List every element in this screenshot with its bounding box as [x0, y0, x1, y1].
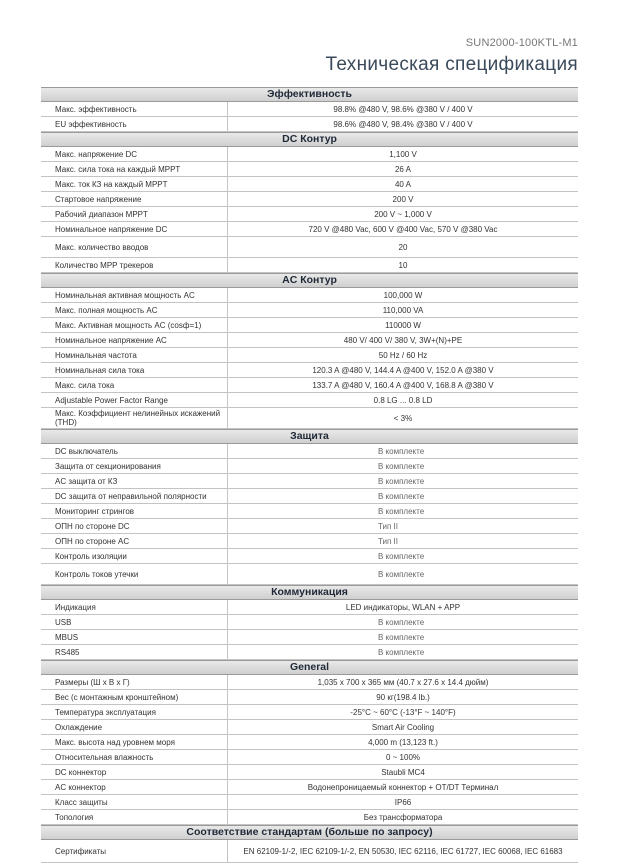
spec-value: 50 Hz / 60 Hz: [378, 350, 428, 360]
section-header: Эффективность: [41, 87, 578, 102]
spec-label: Количество MPP трекеров: [41, 258, 228, 272]
spec-row: [41, 645, 578, 660]
spec-label: DC коннектор: [41, 765, 228, 779]
spec-table: [41, 87, 578, 863]
spec-label: Топология: [41, 810, 228, 824]
spec-value: 40 A: [394, 179, 411, 189]
spec-label: Макс. сила тока: [41, 378, 228, 392]
spec-row: [41, 795, 578, 810]
section-header: DC Контур: [41, 132, 578, 147]
spec-row: [41, 735, 578, 750]
page-title: Техническая спецификация: [325, 54, 578, 75]
spec-label: Рабочий диапазон MPPT: [41, 207, 228, 221]
spec-label: Номинальная частота: [41, 348, 228, 362]
spec-label: AC защита от КЗ: [41, 474, 228, 488]
section-header: Защита: [41, 429, 578, 444]
spec-row: [41, 258, 578, 273]
spec-value: < 3%: [393, 413, 413, 423]
spec-value: 10: [398, 260, 408, 270]
spec-value: 1,035 x 700 x 365 мм (40.7 x 27.6 x 14.4 дюйм): [317, 677, 489, 687]
spec-row: [41, 177, 578, 192]
spec-value: 4,000 m (13,123 ft.): [368, 737, 438, 747]
spec-label: Макс. эффективность: [41, 102, 228, 116]
spec-row: [41, 690, 578, 705]
spec-label: Мониторинг стрингов: [41, 504, 228, 518]
spec-row: [41, 564, 578, 585]
spec-label: EU эффективность: [41, 117, 228, 131]
spec-value: 1,100 V: [389, 149, 417, 159]
spec-label: USB: [41, 615, 228, 629]
spec-value: В комплекте: [378, 617, 425, 627]
spec-row: [41, 333, 578, 348]
spec-row: [41, 750, 578, 765]
spec-row: [41, 303, 578, 318]
spec-label: Макс. полная мощность AC: [41, 303, 228, 317]
spec-row: [41, 408, 578, 429]
spec-value: В комплекте: [378, 491, 425, 501]
spec-row: [41, 630, 578, 645]
model-name: SUN2000-100KTL-M1: [465, 37, 578, 49]
spec-value: 133.7 A @480 V, 160.4 A @400 V, 168.8 A @380 V: [312, 380, 494, 390]
spec-row: [41, 705, 578, 720]
spec-label: Индикация: [41, 600, 228, 614]
spec-row: [41, 675, 578, 690]
spec-label: Контроль изоляции: [41, 549, 228, 563]
spec-row: [41, 363, 578, 378]
spec-label: Защита от секционирования: [41, 459, 228, 473]
spec-label: Температура эксплуатация: [41, 705, 228, 719]
spec-value: 0.8 LG ... 0.8 LD: [373, 395, 433, 405]
spec-label: Макс. ток КЗ на каждый MPPT: [41, 177, 228, 191]
spec-label: AC коннектор: [41, 780, 228, 794]
spec-label: ОПН по стороне AC: [41, 534, 228, 548]
spec-value: Без трансформатора: [363, 812, 443, 822]
spec-row: [41, 459, 578, 474]
spec-row: [41, 474, 578, 489]
spec-value: Staubli MC4: [381, 767, 425, 777]
spec-row: [41, 393, 578, 408]
spec-row: [41, 237, 578, 258]
spec-row: [41, 444, 578, 459]
spec-label: MBUS: [41, 630, 228, 644]
spec-row: [41, 162, 578, 177]
spec-row: [41, 348, 578, 363]
spec-label: Номинальная активная мощность AC: [41, 288, 228, 302]
spec-value: 100,000 W: [383, 290, 423, 300]
spec-row: [41, 489, 578, 504]
spec-value: 110000 W: [385, 320, 421, 330]
spec-value: 0 ~ 100%: [385, 752, 421, 762]
spec-label: Макс. Коэффициент нелинейных искажений (THD): [41, 408, 228, 428]
spec-row: [41, 117, 578, 132]
spec-row: [41, 192, 578, 207]
spec-row: [41, 288, 578, 303]
spec-row: [41, 519, 578, 534]
spec-value: В комплекте: [378, 446, 425, 456]
spec-label: Класс защиты: [41, 795, 228, 809]
spec-row: [41, 549, 578, 564]
spec-value: 98.8% @480 V, 98.6% @380 V / 400 V: [333, 104, 473, 114]
spec-label: ОПН по стороне DC: [41, 519, 228, 533]
spec-row: [41, 318, 578, 333]
spec-label: Вес (с монтажным кронштейном): [41, 690, 228, 704]
spec-value: В комплекте: [378, 569, 425, 579]
spec-value: 480 V/ 400 V/ 380 V, 3W+(N)+PE: [343, 335, 463, 345]
spec-value: Водонепроницаемый коннектор + OT/DT Терминал: [307, 782, 499, 792]
spec-value: 200 V ~ 1,000 V: [374, 209, 432, 219]
spec-value: 120.3 A @480 V, 144.4 A @400 V, 152.0 A @380 V: [312, 365, 494, 375]
section-header: Соответствие стандартам (больше по запросу): [41, 825, 578, 840]
spec-value: EN 62109-1/-2, IEC 62109-1/-2, EN 50530, IEC 62116, IEC 61727, IEC 60068, IEC 61683: [243, 846, 563, 856]
spec-label: Стартовое напряжение: [41, 192, 228, 206]
spec-value: Smart Air Cooling: [371, 722, 435, 732]
spec-value: В комплекте: [378, 632, 425, 642]
spec-label: RS485: [41, 645, 228, 659]
spec-value: В комплекте: [378, 506, 425, 516]
spec-row: [41, 504, 578, 519]
spec-value: 720 V @480 Vac, 600 V @400 Vac, 570 V @380 Vac: [308, 224, 498, 234]
spec-value: 90 кг(198.4 lb.): [376, 692, 430, 702]
spec-label: Макс. количество вводов: [41, 237, 228, 257]
spec-row: [41, 780, 578, 795]
spec-value: IP66: [394, 797, 412, 807]
spec-label: Контроль токов утечки: [41, 564, 228, 584]
spec-value: Тип II: [378, 536, 399, 546]
spec-row: [41, 102, 578, 117]
section-header: Коммуникация: [41, 585, 578, 600]
spec-row: [41, 720, 578, 735]
spec-row: [41, 810, 578, 825]
spec-row: [41, 534, 578, 549]
spec-value: В комплекте: [378, 551, 425, 561]
spec-label: Adjustable Power Factor Range: [41, 393, 228, 407]
section-header: General: [41, 660, 578, 675]
spec-row: [41, 147, 578, 162]
spec-label: Макс. сила тока на каждый MPPT: [41, 162, 228, 176]
spec-label: Номинальное напряжение AC: [41, 333, 228, 347]
spec-row: [41, 840, 578, 863]
spec-value: Тип II: [378, 521, 399, 531]
spec-value: В комплекте: [378, 647, 425, 657]
spec-value: В комплекте: [378, 476, 425, 486]
spec-value: 26 A: [394, 164, 411, 174]
spec-row: [41, 600, 578, 615]
spec-value: LED индикаторы, WLAN + APP: [345, 602, 461, 612]
section-header: AC Контур: [41, 273, 578, 288]
spec-label: Макс. Активная мощность AC (cosф=1): [41, 318, 228, 332]
spec-row: [41, 222, 578, 237]
spec-label: DC защита от неправильной полярности: [41, 489, 228, 503]
spec-label: Относительная влажность: [41, 750, 228, 764]
spec-label: Макс. высота над уровнем моря: [41, 735, 228, 749]
spec-label: Сертификаты: [41, 840, 228, 862]
spec-value: 20: [398, 242, 408, 252]
spec-label: Номинальное напряжение DC: [41, 222, 228, 236]
spec-value: -25°C ~ 60°C (-13°F ~ 140°F): [350, 707, 456, 717]
spec-label: Номинальная сила тока: [41, 363, 228, 377]
spec-value: 200 V: [392, 194, 414, 204]
spec-label: Охлаждение: [41, 720, 228, 734]
spec-label: DC выключатель: [41, 444, 228, 458]
spec-row: [41, 207, 578, 222]
spec-value: В комплекте: [378, 461, 425, 471]
spec-label: Макс. напряжение DC: [41, 147, 228, 161]
spec-row: [41, 378, 578, 393]
spec-label: Размеры (Ш x В x Г): [41, 675, 228, 689]
spec-row: [41, 615, 578, 630]
spec-row: [41, 765, 578, 780]
spec-value: 110,000 VA: [382, 305, 424, 315]
spec-value: 98.6% @480 V, 98.4% @380 V / 400 V: [333, 119, 473, 129]
